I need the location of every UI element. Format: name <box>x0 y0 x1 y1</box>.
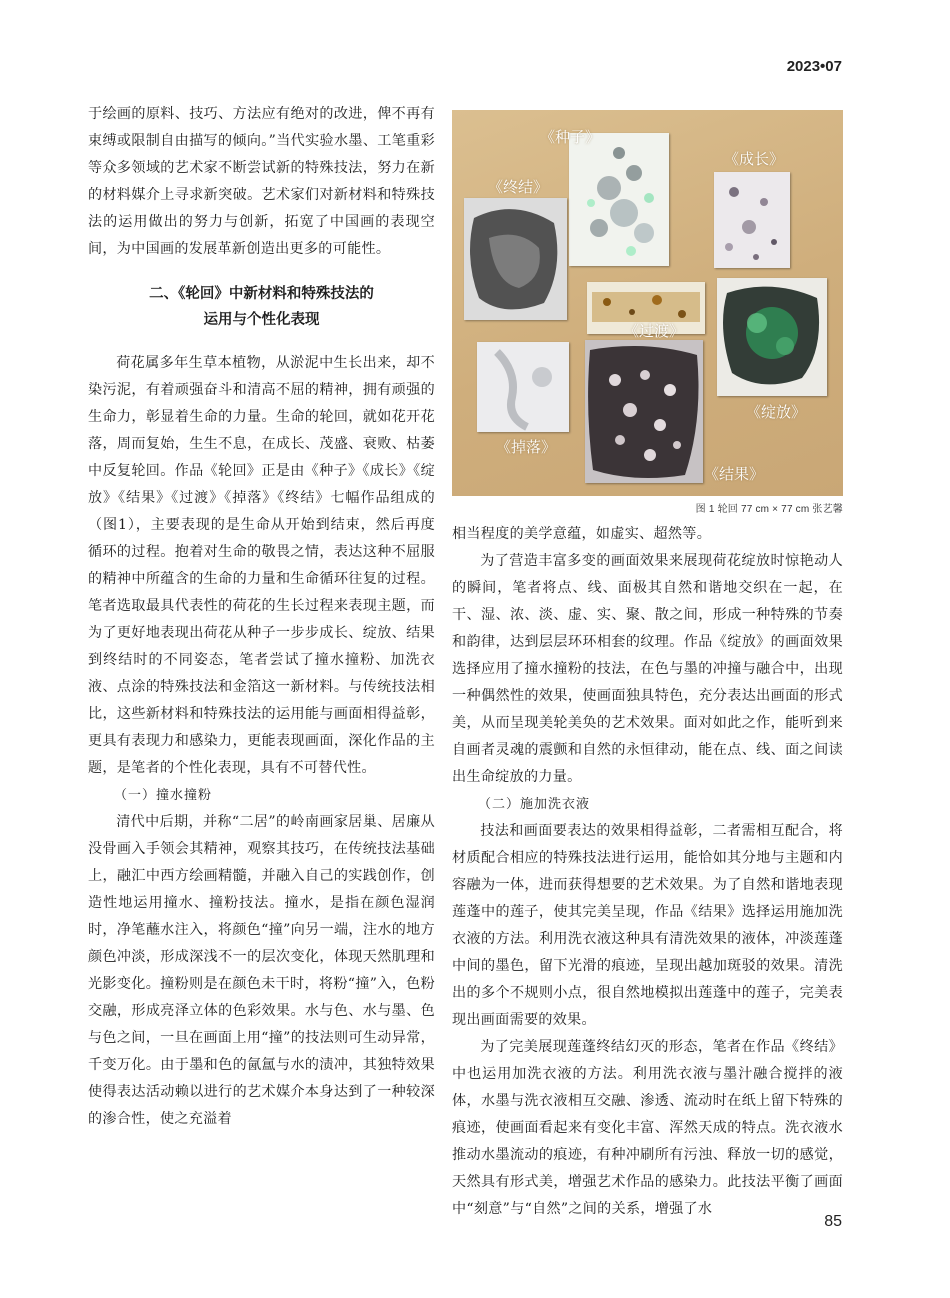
continued-paragraph: 相当程度的美学意蕴，如虚实、超然等。 <box>452 526 712 542</box>
painting-fruit <box>585 340 703 483</box>
painting-end <box>464 198 567 320</box>
label-transition: 《过渡》 <box>624 322 685 340</box>
bloom-paragraph: 为了营造丰富多变的画面效果来展现荷花绽放时惊艳动人的瞬间，笔者将点、线、面极其自然和谐地交织在一起，在干、湿、浓、淡、虚、实、聚、散之间，形成一种特殊的节奏和韵律，达到层层环环相套的纹理。作品《绽放》的画面效果选择应用了撞水撞粉的技法，在色与墨的冲撞与融合中，出现一种偶然性的效果，使画面独具特色，充分表达出画面的形式美，从而呈现美轮美奂的艺术效果。面对如此之作，能听到来自画者灵魂的震颤和自然的永恒律动，能在点、线、面之间读出生命绽放的力量。 <box>452 553 843 785</box>
painting-seed <box>569 133 669 266</box>
subsection-1-paragraph: 清代中后期，并称“二居”的岭南画家居巢、居廉从没骨画入手领会其精神，观察其技巧，在传统技法基础上，融汇中西方绘画精髓，并融入自己的实践创作，创造性地运用撞水、撞粉技法。撞水，是指在颜色湿润时，净笔蘸水注入，将颜色“撞”向另一端，注水的地方颜色冲淡，形成深浅不一的层次变化，体现天然肌理和光影变化。撞粉则是在颜色未干时，将粉“撞”入，色粉交融，形成亮泽立体的色彩效果。水与色、水与墨、色与色之间，一旦在画面上用“撞”的技法则可生动异常，千变万化。由于墨和色的氤氲与水的渍冲，其独特效果使得表达活动赖以进行的艺术媒介本身达到了一种较深的渗合性，使之充溢着 <box>88 814 435 1127</box>
issue-label: 2023•07 <box>786 58 842 75</box>
section-title-line2: 运用与个性化表现 <box>203 312 320 328</box>
subsection-title-1: （一）撞水撞粉 <box>114 788 213 803</box>
label-bloom: 《绽放》 <box>746 403 807 421</box>
label-growth: 《成长》 <box>724 150 785 168</box>
artwork-figure <box>452 110 843 496</box>
left-column <box>88 101 435 1133</box>
page-number: 85 <box>824 1213 842 1230</box>
right-column <box>452 521 843 1223</box>
painting-fall <box>477 342 569 432</box>
painting-growth <box>714 172 790 268</box>
intro-paragraph: 于绘画的原料、技巧、方法应有绝对的改进，俾不再有束缚或限制自由描写的倾向。”当代实验水墨、工笔重彩等众多领域的艺术家不断尝试新的特殊技法，努力在新的材料媒介上寻求新突破。艺术家们对新材料和特殊技法的运用做出的努力与创新，拓宽了中国画的表现空间，为中国画的发展革新创造出更多的可能性。 <box>88 106 435 257</box>
figure-caption: 图 1 轮回 77 cm × 77 cm 张艺馨 <box>695 504 843 515</box>
subsection-2-paragraph-a: 技法和画面要表达的效果相得益彰，二者需相互配合，将材质配合相应的特殊技法进行运用，能恰如其分地与主题和内容融为一体，进而获得想要的艺术效果。为了自然和谐地表现莲蓬中的莲子，使其完美呈现，作品《结果》选择运用施加洗衣液的方法。利用洗衣液这种具有清洗效果的液体，冲淡莲蓬中间的墨色，留下光滑的痕迹，呈现出越加斑驳的效果。清洗出的多个不规则小点，很自然地模拟出莲蓬中的莲子，完美表现出画面需要的效果。 <box>452 823 843 1028</box>
section-heading <box>88 281 435 333</box>
painting-bloom <box>717 278 827 396</box>
lotus-paragraph: 荷花属多年生草本植物，从淤泥中生长出来，却不染污泥，有着顽强奋斗和清高不屈的精神，拥有顽强的生命力，彰显着生命的力量。生命的轮回，就如花开花落，周而复始，生生不息，在成长、茂盛、衰败、枯萎中反复轮回。作品《轮回》正是由《种子》《成长》《绽放》《结果》《过渡》《掉落》《终结》七幅作品组成的（图1），主要表现的是生命从开始到结束，然后再度循环的过程。抱着对生命的敬畏之情，表达这种不屈服的精神中所蕴含的生命的力量和生命循环往复的过程。笔者选取最具代表性的荷花的生长过程来表现主题，而为了更好地表现出荷花从种子一步步成长、绽放、结果到终结时的不同姿态，笔者尝试了撞水撞粉、加洗衣液、点涂的特殊技法和金箔这一新材料。与传统技法相比，这些新材料和特殊技法的运用能与画面相得益彰，更具有表现力和感染力，更能表现画面，深化作品的主题，是笔者的个性化表现，具有不可替代性。 <box>88 355 435 776</box>
label-fruit: 《结果》 <box>704 465 765 483</box>
subsection-2-paragraph-b: 为了完美展现莲蓬终结幻灭的形态，笔者在作品《终结》中也运用加洗衣液的方法。利用洗衣液与墨汁融合搅拌的液体，水墨与洗衣液相互交融、渗透、流动时在纸上留下特殊的痕迹，使画面看起来有变化丰富、浑然天成的特点。洗衣液水推动水墨流动的痕迹，有种冲刷所有污浊、释放一切的感觉，天然具有形式美，增强艺术作品的感染力。此技法平衡了画面中“刻意”与“自然”之间的关系，增强了水 <box>452 1039 843 1217</box>
section-title-line1: 二、《轮回》中新材料和特殊技法的 <box>149 286 374 302</box>
label-fall: 《掉落》 <box>496 438 557 456</box>
label-end: 《终结》 <box>488 178 549 196</box>
subsection-title-2: （二）施加洗衣液 <box>478 797 591 812</box>
label-seed: 《种子》 <box>540 128 601 146</box>
